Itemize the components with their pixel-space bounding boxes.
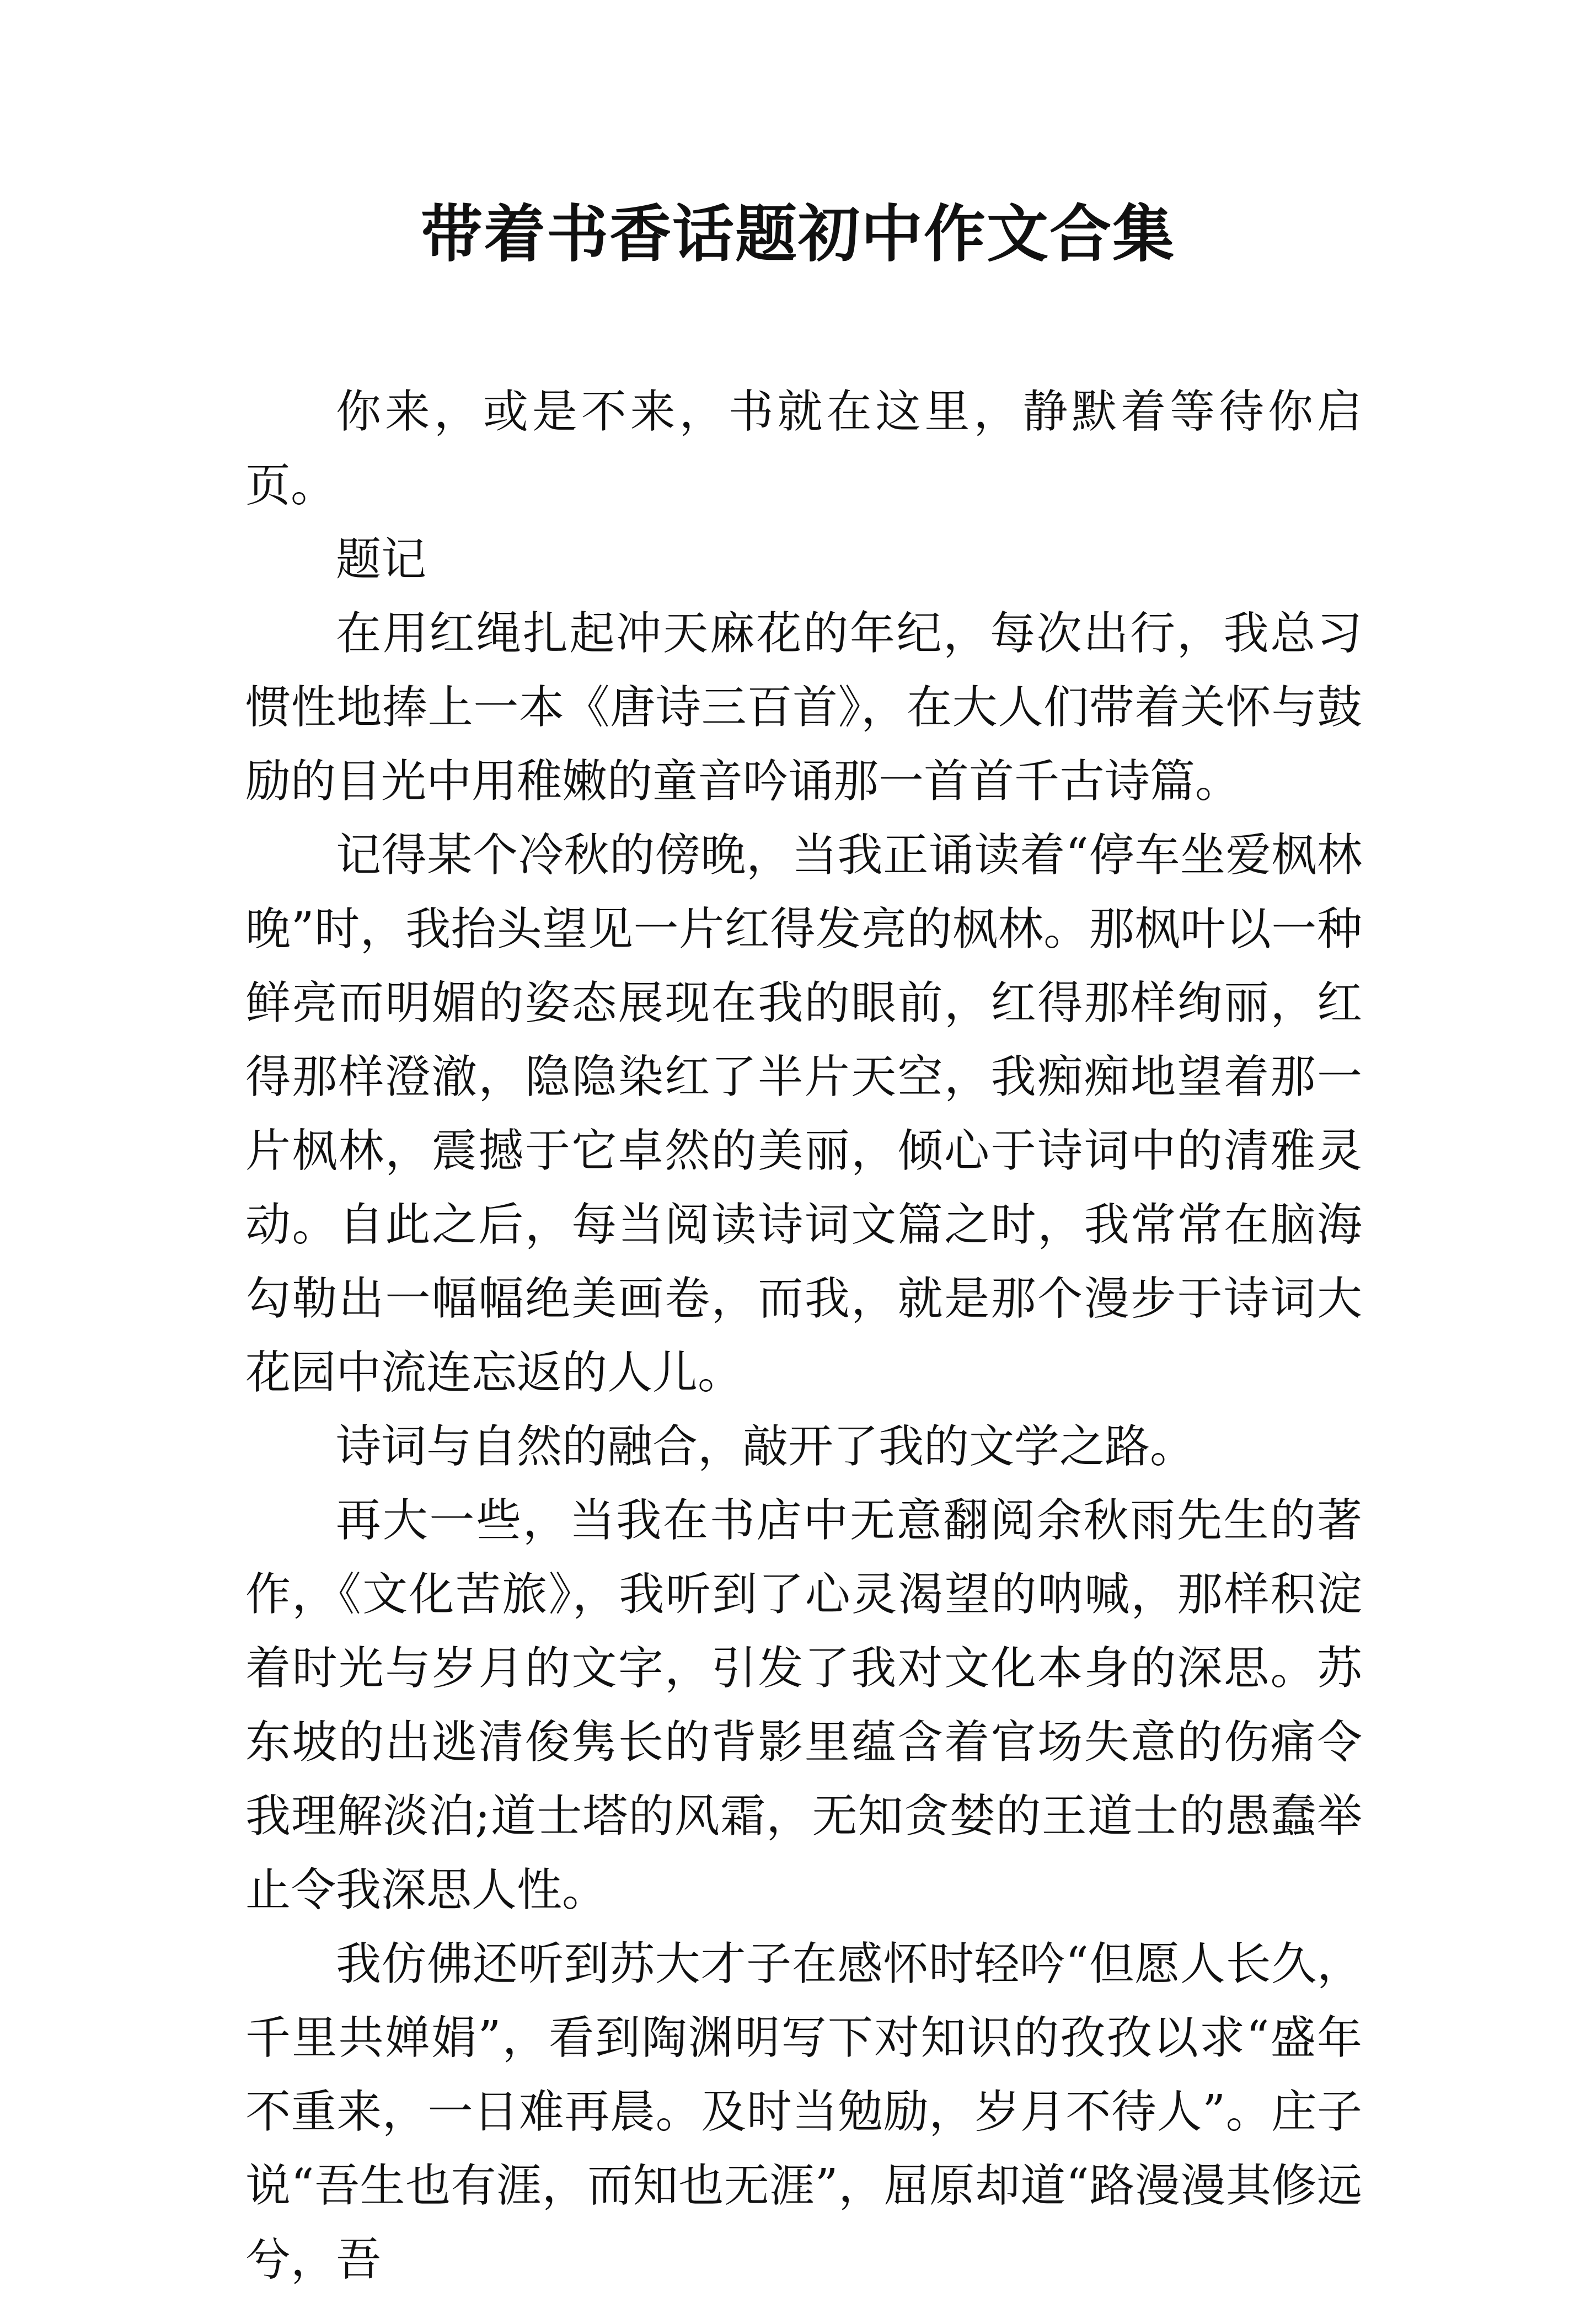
- document-body: [245, 375, 1362, 2297]
- document-title: 带着书香话题初中作文合集: [421, 198, 1175, 270]
- paragraph-childhood: 在用红绳扎起冲天麻花的年纪，每次出行，我总习惯性地捧上一本《唐诗三百首》，在大人们带着关怀与鼓励的目光中用稚嫩的童音吟诵那一首首千古诗篇。: [245, 607, 1362, 808]
- paragraph-maple-forest: 记得某个冷秋的傍晚，当我正诵读着“停车坐爱枫林晚”时，我抬头望见一片红得发亮的枫林。那枫叶以一种鲜亮而明媚的姿态展现在我的眼前，红得那样绚丽，红得那样澄澈，隐隐染红了半片天空，我痴痴地望着那一片枫林，震撼于它卓然的美丽，倾心于诗词中的清雅灵动。自此之后，每当阅读诗词文篇之时，我常常在脑海勾勒出一幅幅绝美画卷，而我，就是那个漫步于诗词大花园中流连忘返的人儿。: [245, 829, 1362, 1399]
- paragraph-poets: 我仿佛还听到苏大才子在感怀时轻吟“但愿人长久，千里共婵娟”，看到陶渊明写下对知识的孜孜以求“盛年不重来，一日难再晨。及时当勉励，岁月不待人”。庄子说“吾生也有涯，而知也无涯”，屈原却道“路漫漫其修远兮，吾: [245, 1938, 1362, 2286]
- paragraph-epigraph-label: 题记: [336, 533, 427, 586]
- paragraph-cultural-journey: 再大一些，当我在书店中无意翻阅余秋雨先生的著作，《文化苦旅》，我听到了心灵渴望的呐喊，那样积淀着时光与岁月的文字，引发了我对文化本身的深思。苏东坡的出逃清俊隽长的背影里蕴含着官场失意的伤痛令我理解淡泊;道士塔的风霜，无知贪婪的王道士的愚蠢举止令我深思人性。: [245, 1494, 1362, 1916]
- paragraph-literary-path: 诗词与自然的融合，敲开了我的文学之路。: [336, 1420, 1196, 1473]
- paragraph-epigraph: 你来，或是不来，书就在这里，静默着等待你启页。: [245, 386, 1362, 512]
